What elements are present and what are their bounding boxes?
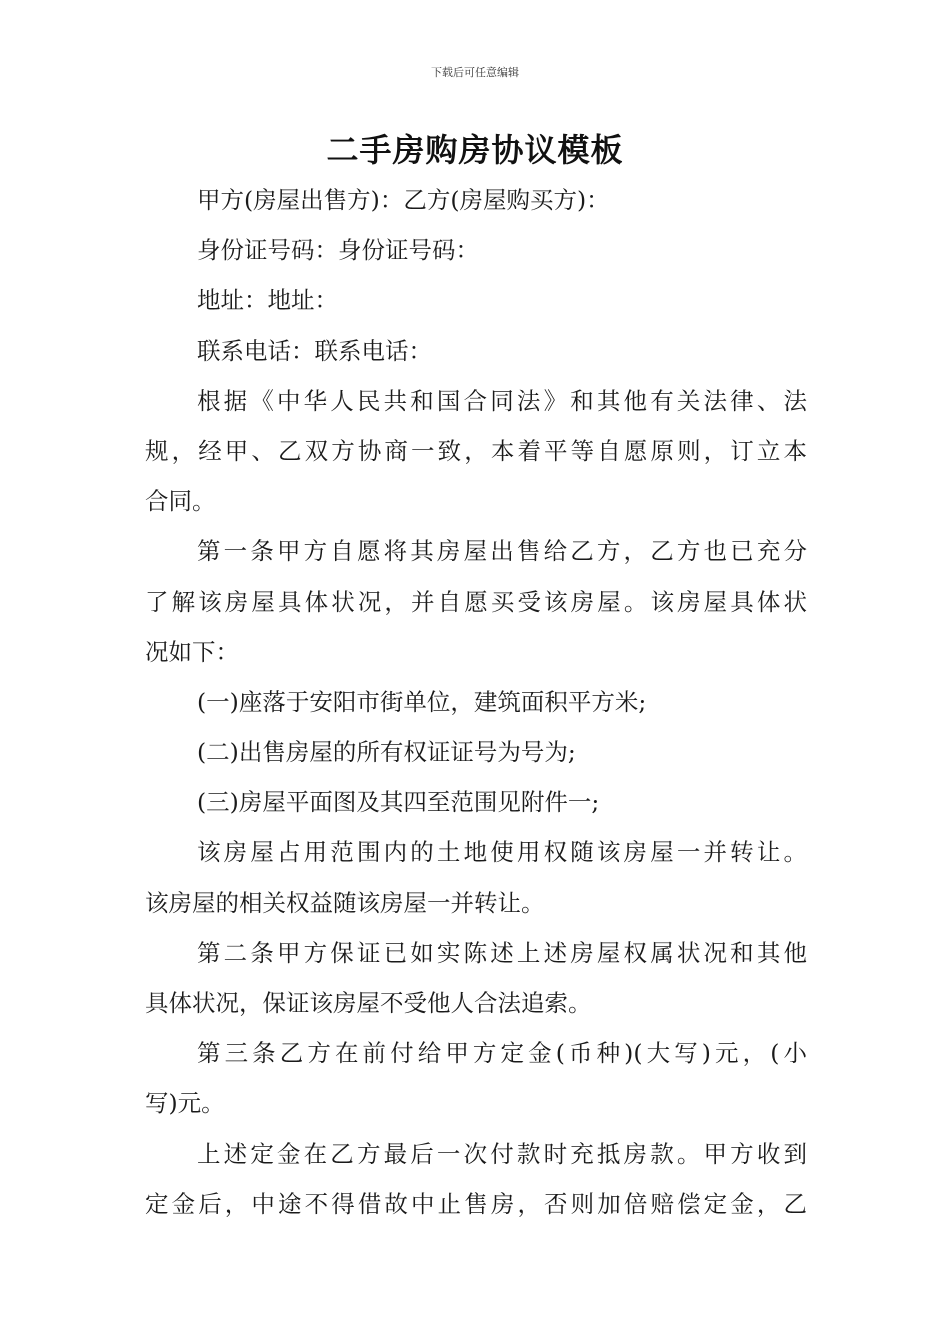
party-names-line: 甲方(房屋出售方)：乙方(房屋购买方)： xyxy=(197,186,610,214)
preamble-line: 规，经甲、乙双方协商一致，本着平等自愿原则，订立本 xyxy=(145,436,807,465)
article-2-line: 第二条甲方保证已如实陈述上述房屋权属状况和其他 xyxy=(197,938,807,967)
article-1-line: 况如下： xyxy=(145,637,239,666)
preamble-line: 根据《中华人民共和国合同法》和其他有关法律、法 xyxy=(197,386,807,415)
article-1-line: 第一条甲方自愿将其房屋出售给乙方，乙方也已充分 xyxy=(197,537,807,566)
page-header-note: 下载后可任意编辑 xyxy=(431,66,519,79)
document-title: 二手房购房协议模板 xyxy=(326,131,624,169)
article-1-item: (二)出售房屋的所有权证证号为号为; xyxy=(197,738,576,767)
deposit-line: 定金后，中途不得借故中止售房，否则加倍赔偿定金，乙 xyxy=(145,1189,807,1218)
document-body xyxy=(145,175,807,1229)
phone-line: 联系电话：联系电话： xyxy=(197,336,432,365)
article-1-item: (三)房屋平面图及其四至范围见附件一; xyxy=(197,788,600,817)
article-1-line: 了解该房屋具体状况，并自愿买受该房屋。该房屋具体状 xyxy=(145,587,807,616)
article-1-item: (一)座落于安阳市街单位，建筑面积平方米; xyxy=(197,687,647,716)
land-use-line: 该房屋占用范围内的土地使用权随该房屋一并转让。 xyxy=(197,838,807,867)
article-2-line: 具体状况，保证该房屋不受他人合法追索。 xyxy=(145,989,592,1017)
id-number-line: 身份证号码：身份证号码： xyxy=(197,236,479,265)
article-3-line: 第三条乙方在前付给甲方定金(币种)(大写)元，(小 xyxy=(197,1039,807,1068)
address-line: 地址：地址： xyxy=(197,286,338,315)
land-use-line: 该房屋的相关权益随该房屋一并转让。 xyxy=(145,888,545,917)
article-3-line: 写)元。 xyxy=(145,1089,225,1118)
deposit-line: 上述定金在乙方最后一次付款时充抵房款。甲方收到 xyxy=(197,1139,807,1168)
preamble-line: 合同。 xyxy=(145,487,216,516)
